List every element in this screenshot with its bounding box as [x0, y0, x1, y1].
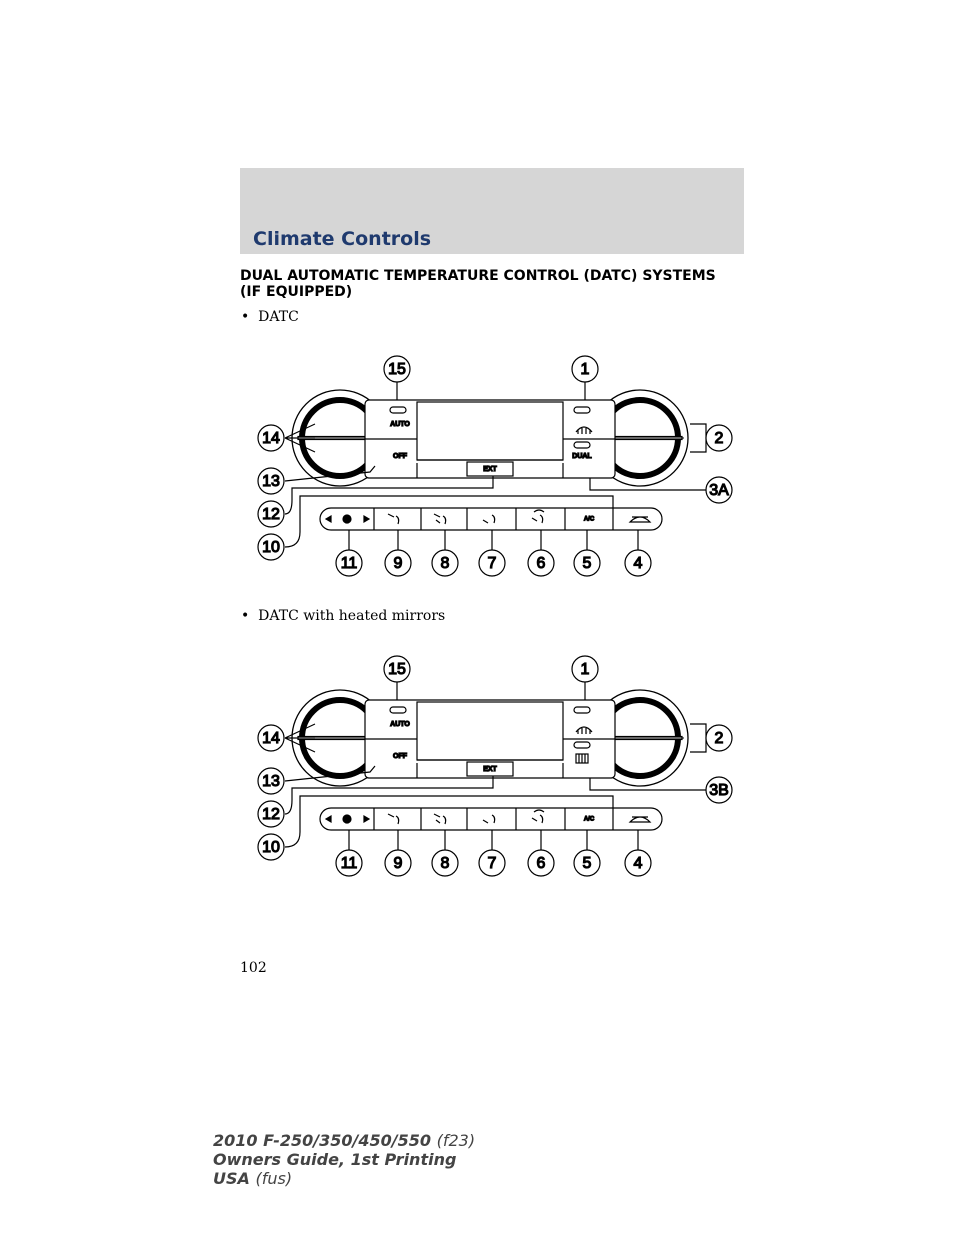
callout-3-number: 3B: [709, 782, 729, 800]
callout-11: [336, 850, 362, 876]
leader-10-top: [320, 496, 613, 508]
callout-10-number: 10: [262, 539, 280, 557]
callout-5-number: 5: [582, 855, 592, 873]
ext-label: EXT: [483, 765, 497, 773]
callout-5: [574, 850, 600, 876]
callout-3: [706, 477, 732, 503]
callout-1: [572, 356, 598, 382]
callout-8-number: 8: [440, 855, 450, 873]
fan-icon: [343, 515, 351, 523]
footer: [213, 1131, 475, 1188]
control-panel: [258, 656, 732, 876]
callout-15: [384, 356, 410, 382]
section-title: Climate Controls: [253, 228, 432, 250]
callout-7-number: 7: [487, 855, 497, 873]
footer-market-code: (fus): [255, 1169, 293, 1188]
callout-1: [572, 656, 598, 682]
callout-14-number: 14: [262, 730, 280, 748]
callout-2-number: 2: [714, 430, 724, 448]
callout-14-number: 14: [262, 430, 280, 448]
callout-9-number: 9: [393, 855, 403, 873]
callout-4: [625, 850, 651, 876]
callout-1-number: 1: [580, 661, 590, 679]
off-label: OFF: [393, 452, 407, 460]
footer-market: USA: [213, 1169, 250, 1188]
callout-12-number: 12: [262, 506, 280, 524]
callout-7-number: 7: [487, 555, 497, 573]
callout-12: [258, 801, 284, 827]
callout-10: [258, 834, 284, 860]
callout-6-number: 6: [536, 855, 546, 873]
page-number: 102: [240, 960, 267, 976]
callout-15-number: 15: [388, 661, 406, 679]
callout-6: [528, 850, 554, 876]
callout-13-number: 13: [262, 773, 280, 791]
display-window: [417, 402, 563, 460]
callout-4-number: 4: [633, 855, 643, 873]
callout-14: [258, 425, 284, 451]
leader-2: [690, 424, 706, 452]
callout-2: [706, 425, 732, 451]
leader-10: [285, 496, 320, 547]
callout-8: [432, 850, 458, 876]
section-heading: DUAL AUTOMATIC TEMPERATURE CONTROL (DATC) SYSTEMS (IF EQUIPPED): [240, 268, 716, 300]
control-panel: [258, 356, 732, 576]
datc-heated-mirrors-figure: [240, 650, 740, 890]
auto-label: AUTO: [390, 420, 410, 428]
callout-13: [258, 768, 284, 794]
callout-3: [706, 777, 732, 803]
callout-13: [258, 468, 284, 494]
callout-14: [258, 725, 284, 751]
auto-label: AUTO: [390, 720, 410, 728]
callout-10-number: 10: [262, 839, 280, 857]
callout-13-number: 13: [262, 473, 280, 491]
callout-12-number: 12: [262, 806, 280, 824]
callout-9: [385, 550, 411, 576]
ext-label: EXT: [483, 465, 497, 473]
mode-bar: [320, 508, 662, 530]
bullet-item-datc: • DATC: [241, 309, 299, 325]
bullet-text: DATC with heated mirrors: [258, 608, 446, 624]
callout-3-number: 3A: [709, 482, 729, 500]
leader-10: [285, 796, 320, 847]
callout-5-number: 5: [582, 555, 592, 573]
callout-2-number: 2: [714, 730, 724, 748]
ac-label: A/C: [583, 816, 595, 823]
callout-6: [528, 550, 554, 576]
bullet-text: DATC: [258, 309, 299, 325]
footer-model-code: (f23): [436, 1131, 476, 1150]
ac-label: A/C: [583, 516, 595, 523]
callout-8-number: 8: [440, 555, 450, 573]
callout-15-number: 15: [388, 361, 406, 379]
callout-10: [258, 534, 284, 560]
callout-8: [432, 550, 458, 576]
callout-12: [258, 501, 284, 527]
callout-4-number: 4: [633, 555, 643, 573]
callout-11-number: 11: [340, 555, 358, 573]
leader-2: [690, 724, 706, 752]
mode-bar: [320, 808, 662, 830]
callout-15: [384, 656, 410, 682]
callout-11: [336, 550, 362, 576]
datc-figure: [240, 350, 740, 590]
callout-7: [479, 550, 505, 576]
footer-model: 2010 F-250/350/450/550: [213, 1131, 431, 1150]
fan-icon: [343, 815, 351, 823]
callout-1-number: 1: [580, 361, 590, 379]
callout-9: [385, 850, 411, 876]
dual-label: DUAL: [572, 452, 592, 460]
callout-9-number: 9: [393, 555, 403, 573]
callout-6-number: 6: [536, 555, 546, 573]
callout-7: [479, 850, 505, 876]
footer-guide: Owners Guide, 1st Printing: [213, 1150, 457, 1169]
callout-5: [574, 550, 600, 576]
bullet-item-datc-heated-mirrors: • DATC with heated mirrors: [241, 608, 446, 624]
display-window: [417, 702, 563, 760]
off-label: OFF: [393, 752, 407, 760]
callout-2: [706, 725, 732, 751]
leader-10-top: [320, 796, 613, 808]
callout-11-number: 11: [340, 855, 358, 873]
callout-4: [625, 550, 651, 576]
